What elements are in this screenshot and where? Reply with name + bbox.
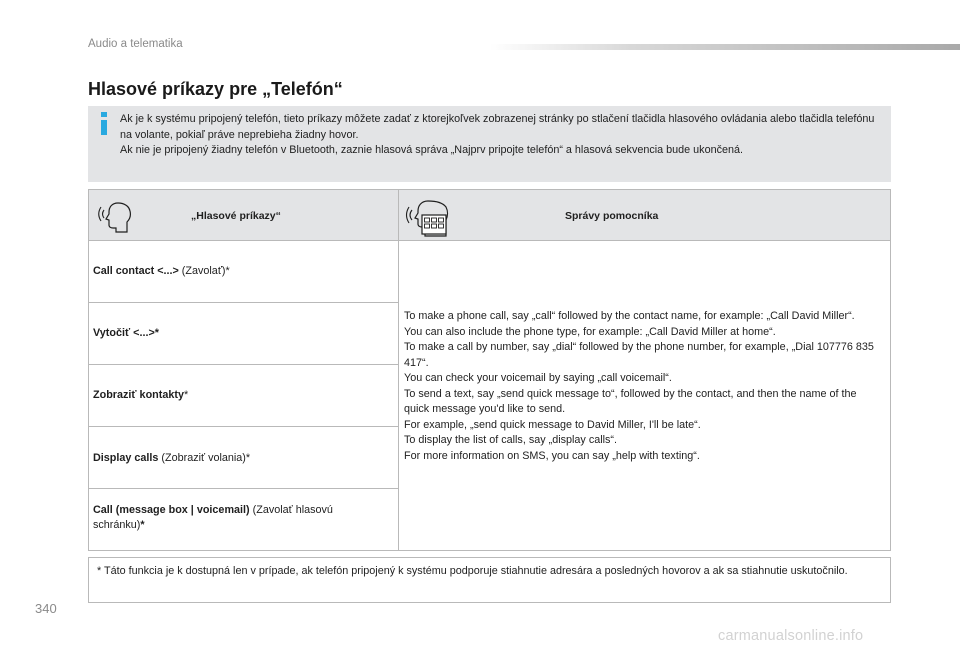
- assistant-reply-text: [404, 309, 884, 464]
- command-row: [89, 241, 399, 303]
- watermark: carmanualsonline.info: [718, 628, 864, 644]
- reply-line: To display the list of calls, say „display calls“.: [404, 434, 618, 446]
- table-header-assistant-label: Správy pomocníka: [565, 210, 659, 222]
- info-icon: [99, 112, 109, 136]
- reply-line: For more information on SMS, you can say „help with texting“.: [404, 449, 700, 462]
- command-row: [89, 489, 399, 550]
- command-text: Zobraziť kontakty*: [93, 389, 189, 401]
- header-section-label: Audio a telematika: [88, 38, 183, 50]
- reply-line: To send a text, say „send quick message to“, followed by the contact, and then the name of the quick message you'd like to send.: [404, 387, 857, 415]
- table-header-assistant: [399, 190, 890, 241]
- reply-line: You can check your voicemail by saying „call voicemail“.: [404, 372, 672, 384]
- info-paragraph-1: Ak je k systému pripojený telefón, tieto príkazy môžete zadať z ktorejkoľvek zobrazenej stránky po stlačení tlačidla hlasového ovládania alebo tlačidla telefónu na volante, pokiaľ práve neprebieha žiadny hovor.: [120, 113, 875, 141]
- command-text: Call (message box | voicemail) (Zavolať hlasovú schránku)*: [93, 504, 333, 531]
- info-text: [120, 112, 880, 159]
- command-text: Call contact <...> (Zavolať)*: [93, 265, 230, 277]
- table-header-commands: [89, 190, 399, 241]
- reply-line: To make a call by number, say „dial“ followed by the phone number, for example, „Dial 107776 835 417“.: [404, 341, 874, 369]
- command-row: [89, 303, 399, 365]
- reply-line: For example, „send quick message to David Miller, I'll be late“.: [404, 418, 701, 431]
- command-row: [89, 365, 399, 427]
- command-row: [89, 427, 399, 489]
- command-text: Vytočiť <...>*: [93, 327, 159, 339]
- voice-command-icon: [97, 200, 133, 234]
- footnote-text: * Táto funkcia je k dostupná len v prípade, ak telefón pripojený k systému podporuje stiahnutie adresára a posledných hovorov a ak sa stiahnutie uskutočnilo.: [97, 565, 848, 577]
- voice-commands-table: [88, 189, 891, 551]
- command-text: Display calls (Zobraziť volania)*: [93, 452, 251, 464]
- assistant-reply-cell: [399, 241, 890, 550]
- reply-line: To make a phone call, say „call“ followed by the contact name, for example: „Call David Miller“.: [404, 310, 855, 322]
- footnote-box: [88, 557, 891, 603]
- assistant-message-icon: [404, 198, 454, 238]
- page-title: Hlasové príkazy pre „Telefón“: [88, 79, 343, 99]
- header-decorative-bar: [490, 44, 960, 50]
- page-number: 340: [35, 601, 57, 616]
- reply-line: You can also include the phone type, for example: „Call David Miller at home“.: [404, 325, 776, 338]
- table-header-commands-label: „Hlasové príkazy“: [191, 210, 281, 222]
- info-box: [88, 106, 891, 182]
- info-paragraph-2: Ak nie je pripojený žiadny telefón v Bluetooth, zaznie hlasová správa „Najprv pripojte telefón“ a hlasová sekvencia bude ukončená.: [120, 144, 743, 156]
